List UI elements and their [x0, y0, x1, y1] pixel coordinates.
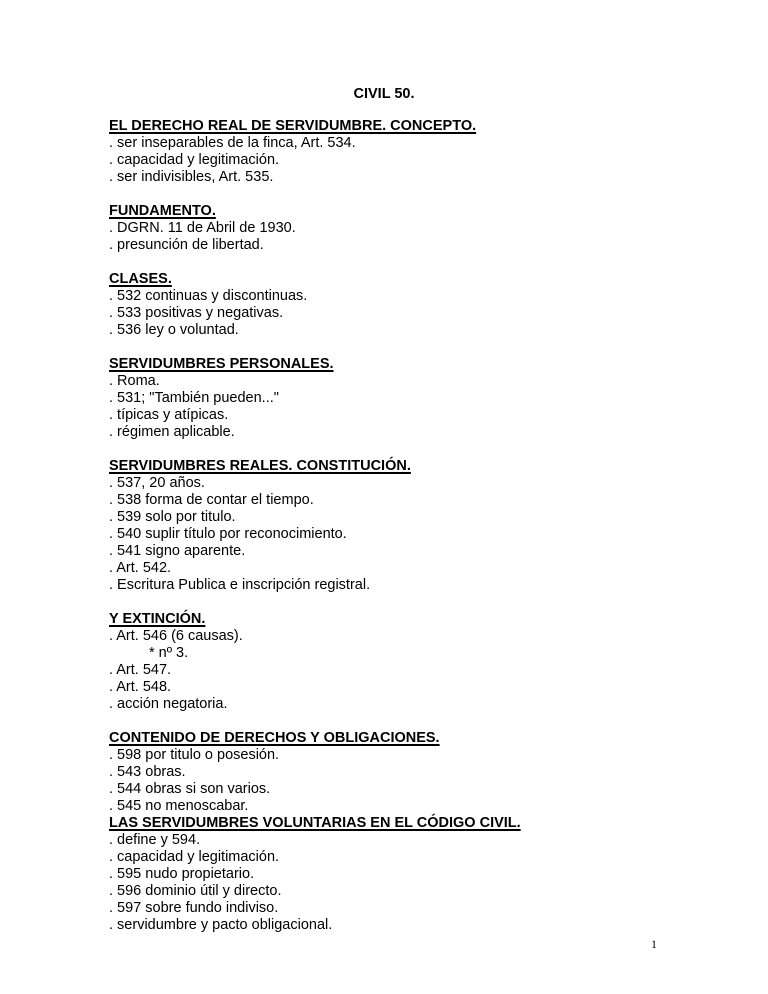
list-subitem: * nº 3.	[149, 645, 189, 661]
section-heading: CLASES.	[109, 271, 172, 287]
document-title: CIVIL 50.	[353, 86, 415, 102]
list-item: . 532 continuas y discontinuas.	[109, 288, 308, 304]
list-item: . 595 nudo propietario.	[109, 866, 255, 882]
list-item: . 545 no menoscabar.	[109, 798, 249, 814]
section-servidumbres-personales	[109, 356, 669, 441]
list-item: . Art. 547.	[109, 662, 172, 678]
list-item: . Art. 546 (6 causas).	[109, 628, 243, 644]
list-item: . 598 por titulo o posesión.	[109, 747, 280, 763]
section-heading: CONTENIDO DE DERECHOS Y OBLIGACIONES.	[109, 730, 440, 746]
list-item: . 541 signo aparente.	[109, 543, 246, 559]
section-heading: SERVIDUMBRES REALES. CONSTITUCIÓN.	[109, 458, 411, 474]
list-item: . típicas y atípicas.	[109, 407, 229, 423]
section-fundamento	[109, 203, 669, 254]
list-item: . acción negatoria.	[109, 696, 228, 712]
list-item: . ser indivisibles, Art. 535.	[109, 169, 274, 185]
list-item: . 543 obras.	[109, 764, 186, 780]
list-item: . Escritura Publica e inscripción registral.	[109, 577, 371, 593]
list-item: . DGRN. 11 de Abril de 1930.	[109, 220, 296, 236]
list-item: . Art. 542.	[109, 560, 172, 576]
list-item: . 536 ley o voluntad.	[109, 322, 239, 338]
list-item: . servidumbre y pacto obligacional.	[109, 917, 333, 933]
section-servidumbres-reales	[109, 458, 669, 594]
list-item: . régimen aplicable.	[109, 424, 235, 440]
section-contenido	[109, 730, 669, 815]
section-heading: FUNDAMENTO.	[109, 203, 216, 219]
list-item: . 537, 20 años.	[109, 475, 205, 491]
section-heading: Y EXTINCIÓN.	[109, 611, 206, 627]
list-item: . capacidad y legitimación.	[109, 152, 280, 168]
list-item: . 539 solo por titulo.	[109, 509, 236, 525]
list-item: . define y 594.	[109, 832, 201, 848]
page-number: 1	[651, 937, 657, 951]
list-item: . Roma.	[109, 373, 160, 389]
list-item: . 540 suplir título por reconocimiento.	[109, 526, 347, 542]
list-item: . 533 positivas y negativas.	[109, 305, 284, 321]
document-body	[109, 118, 669, 951]
list-item: . 531; "También pueden..."	[109, 390, 279, 406]
list-item: . capacidad y legitimación.	[109, 849, 280, 865]
list-item: . 538 forma de contar el tiempo.	[109, 492, 314, 508]
section-concepto	[109, 118, 669, 186]
list-item: . ser inseparables de la finca, Art. 534.	[109, 135, 356, 151]
section-heading: LAS SERVIDUMBRES VOLUNTARIAS EN EL CÓDIGO CIVIL.	[109, 815, 521, 831]
section-servidumbres-voluntarias	[109, 815, 669, 934]
list-item: . Art. 548.	[109, 679, 172, 695]
list-item: . 596 dominio útil y directo.	[109, 883, 282, 899]
list-item: . presunción de libertad.	[109, 237, 264, 253]
section-heading: SERVIDUMBRES PERSONALES.	[109, 356, 334, 372]
section-extincion	[109, 611, 669, 713]
section-clases	[109, 271, 669, 339]
list-item: . 544 obras si son varios.	[109, 781, 271, 797]
list-item: . 597 sobre fundo indiviso.	[109, 900, 279, 916]
section-heading: EL DERECHO REAL DE SERVIDUMBRE. CONCEPTO.	[109, 118, 477, 134]
